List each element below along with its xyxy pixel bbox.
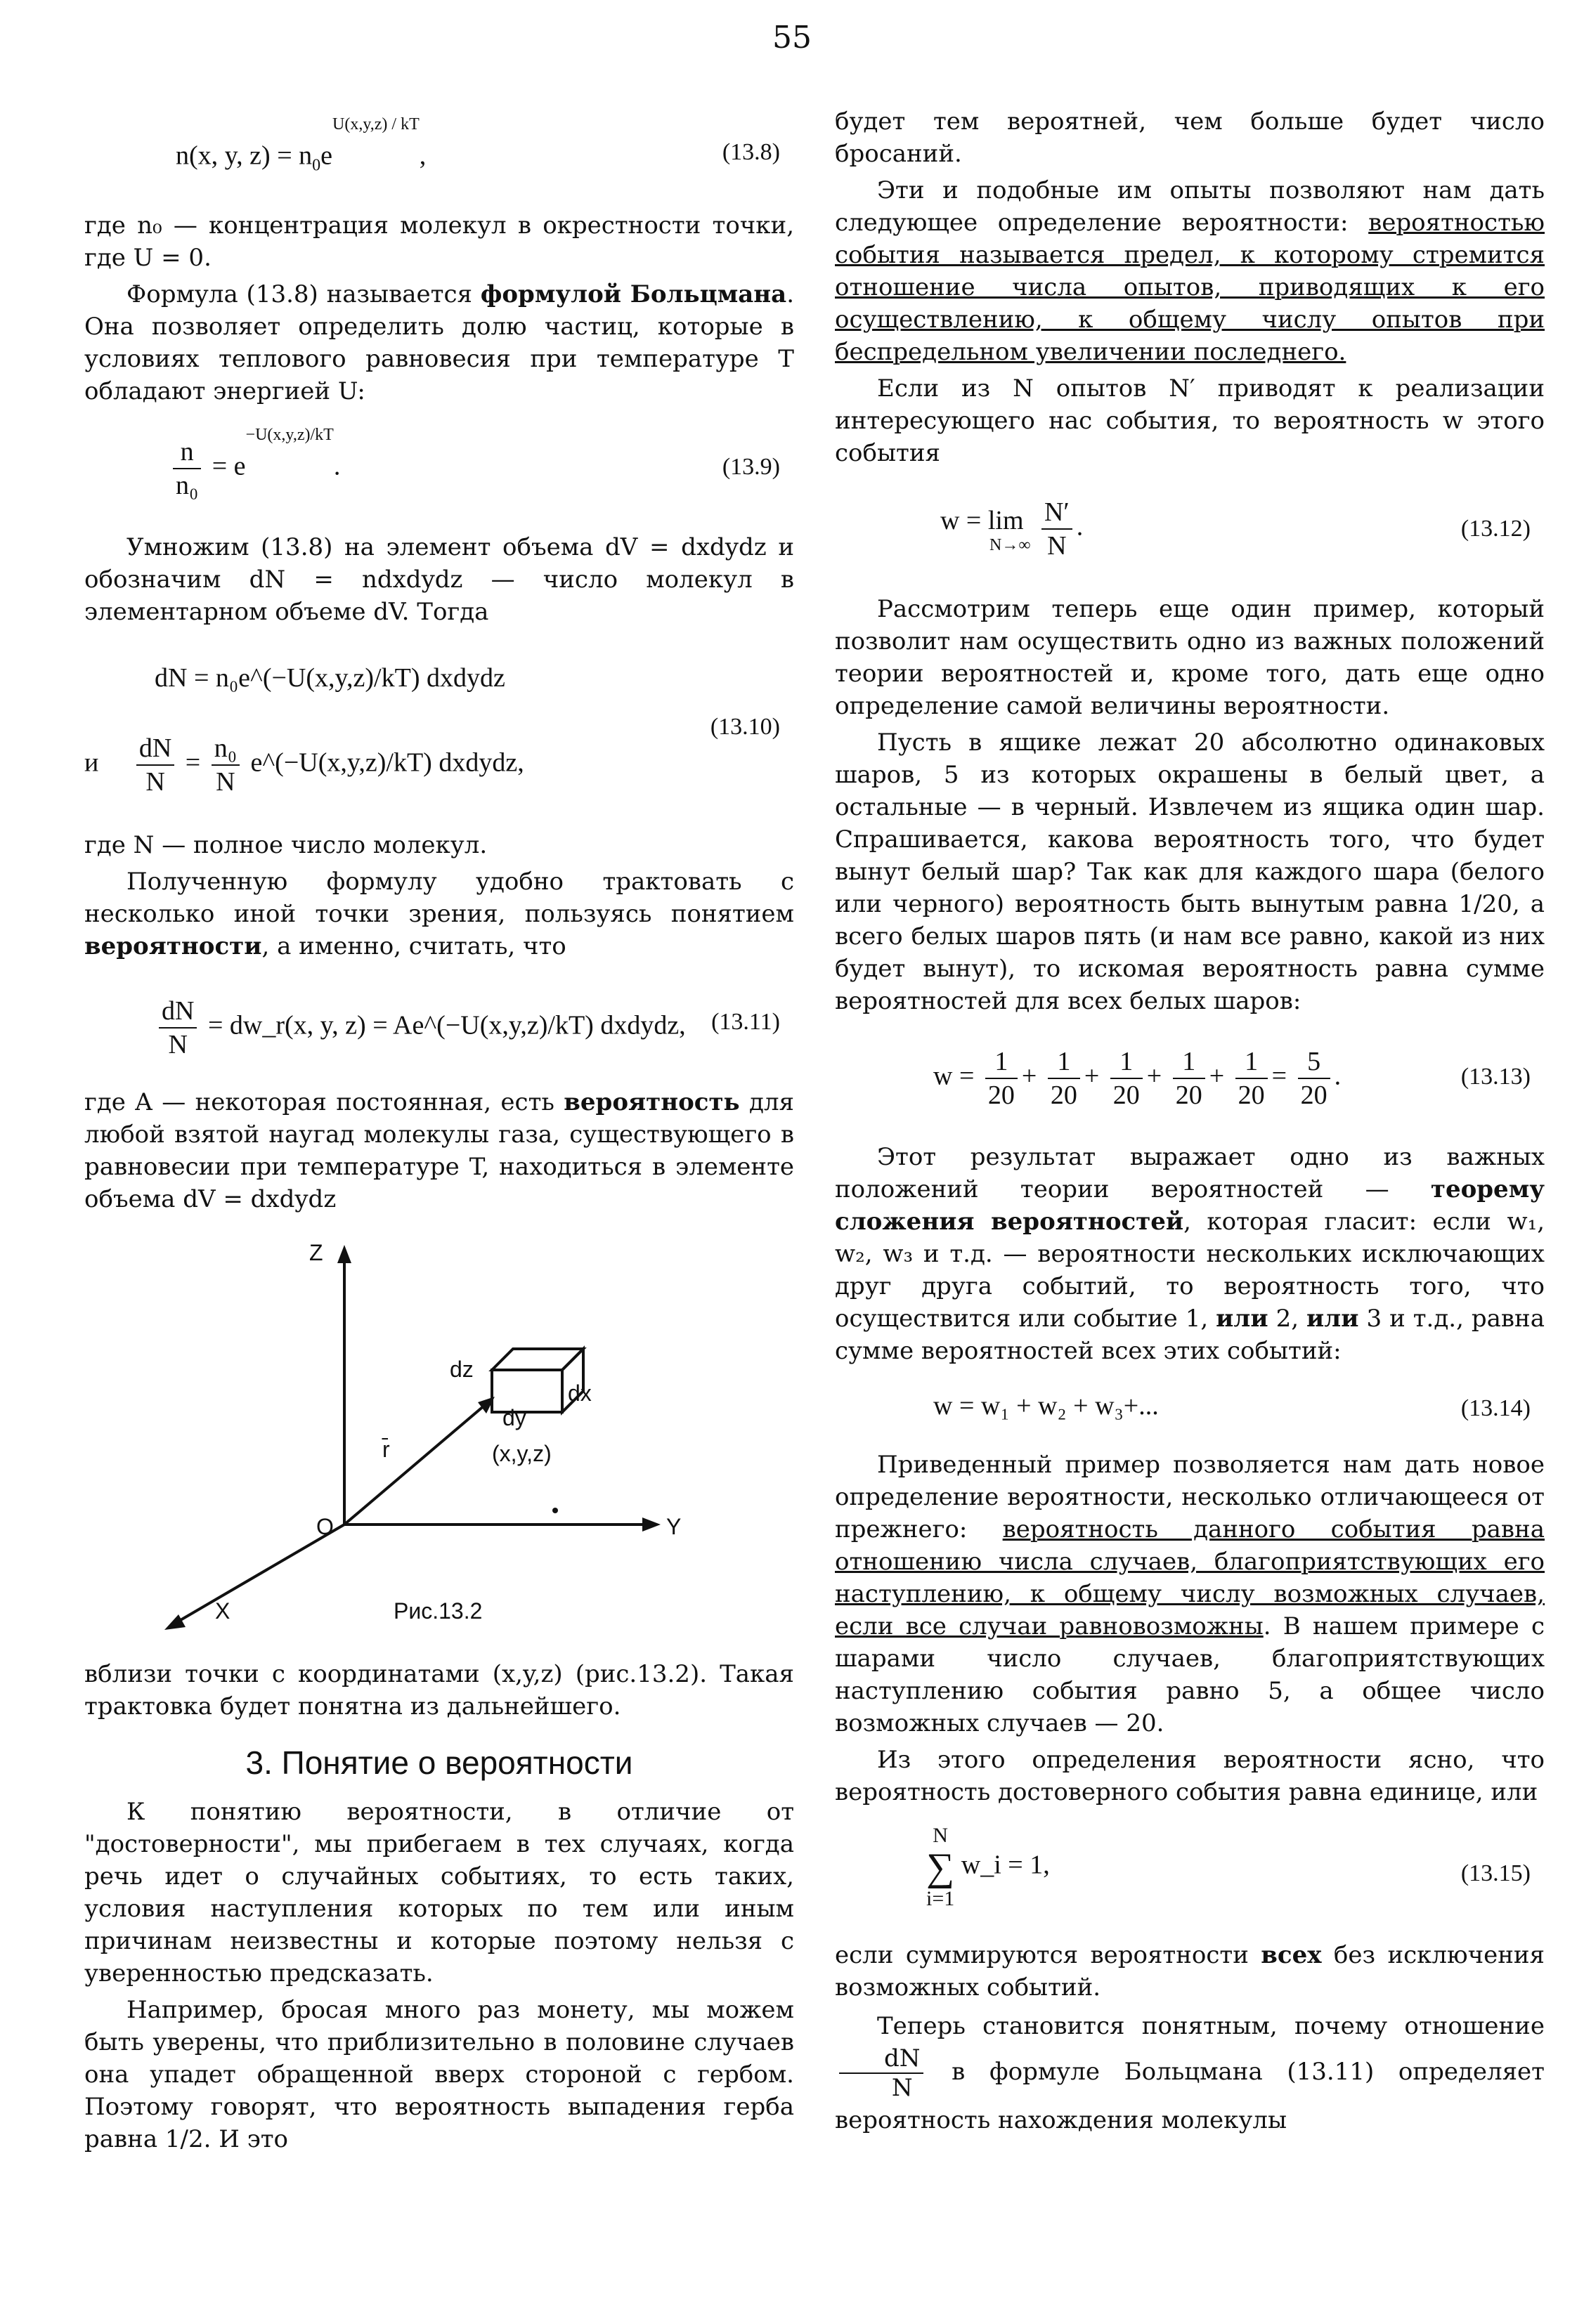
paragraph: Из этого определения вероятности ясно, что вероятность достоверного события равна единице, или — [835, 1746, 1545, 1806]
eq-13-11-number: (13.11) — [711, 1009, 780, 1035]
figure-caption: Рис.13.2 — [394, 1598, 483, 1624]
axis-label-x: X — [215, 1598, 231, 1624]
paragraph: Формула (13.8) называется формулой Больцмана. Она позволяет определить долю частиц, которые в условиях теплового равновесия при температуре T обладают энергией U: — [84, 280, 794, 405]
eq-13-8-number: (13.8) — [722, 139, 780, 165]
right-column — [835, 105, 1545, 2143]
paragraph: вблизи точки с координатами (x,y,z) (рис.13.2). Такая трактовка будет понятна из дальнейшего. — [84, 1660, 794, 1721]
section-heading: 3. Понятие о вероятности — [245, 1744, 633, 1781]
eq-13-9-fraction: $\frac{n}{\text{n₀}}$ — [173, 436, 201, 502]
radius-vector-label: r̄ — [382, 1437, 390, 1462]
paragraph: Теперь становится понятным, почему отношение $\frac{dN}{N}$ в формуле Больцмана (13.11) определяет вероятность нахождения молекулы — [835, 2012, 1545, 2134]
paragraph: где A — некоторая постоянная, есть вероятность для любой взятой наугад молекулы газа, существующего в равновесии при температуре T, находиться в элементе объема dV = dxdydz — [84, 1088, 794, 1213]
eq-13-14-number: (13.14) — [1460, 1395, 1531, 1421]
coordinate-axes-diagram — [84, 1229, 794, 1651]
eq-13-8-lhs: n(x, y, z) = n — [176, 141, 313, 171]
eq-13-13-number: (13.13) — [1460, 1064, 1531, 1090]
dy-label: dy — [502, 1405, 526, 1430]
equation-13-9: $\frac{n}{\text{n₀}}$ = $e^{-U(x,y,z)/kT}$. (13.9) — [84, 420, 794, 518]
paragraph: Рассмотрим теперь еще один пример, который позволит нам осуществить одно из важных положений теории вероятностей и, кроме того, дать еще одно определение самой величины вероятности. — [835, 595, 1545, 720]
eq-13-10-line-2: и $\frac{dN}{N}$ = $\frac{\text{n₀}}{N}$ e^(−U(x,y,z)/kT) dxdydz, — [84, 733, 524, 797]
paragraph: если суммируются вероятности всех без исключения возможных событий. — [835, 1941, 1545, 2002]
eq-13-8-exponent: U(x,y,z) / kT — [332, 115, 420, 133]
equation-13-14: w = w₁ + w₂ + w₃+... (13.14) — [835, 1380, 1545, 1436]
paragraph: Если из N опытов N′ приводят к реализации интересующего нас события, то вероятность w этого события — [835, 374, 1545, 467]
page-number: 55 — [772, 20, 812, 56]
paragraph: Приведенный пример позволяется нам дать новое определение вероятности, несколько отличающееся от прежнего: вероятность данного события равна отношению числа случаев, благоприятствующих его наступлению, к общему числу возможных случаев, если все случаи равновозможны. В нашем примере с шарами число случаев, благоприятствующих наступлению события равно 5, а общее число возможных случаев — 20. — [835, 1451, 1545, 1737]
paragraph: Пусть в ящике лежат 20 абсолютно одинаковых шаров, 5 из которых окрашены в белый цвет, а остальные — в черный. Извлечем из ящика один шар. Спрашивается, какова вероятность того, что будет вынут белый шар? Так как для каждого шара (белого или черного) вероятность быть вынутым равна 1/20, а всего белых шаров пять (и нам все равно, какой из них будет вынут), то искомая вероятность равна сумме вероятностей для всех белых шаров: — [835, 729, 1545, 1015]
axis-label-y: Y — [666, 1514, 682, 1539]
equation-13-15: N ∑ i=1 w_i = 1, (13.15) — [926, 1824, 1531, 1910]
point-label: (x,y,z) — [492, 1441, 552, 1466]
equation-13-11: $\frac{dN}{N}$ = dw_r(x, y, z) = Ae^(−U(x,y,z)/kT) dxdydz, (13.11) — [84, 975, 794, 1073]
definition-underlined: вероятностью события называется предел, к которому стремится отношение числа опытов, приводящих к его осуществлению, к общему числу опытов при беспредельном увеличении последнего. — [835, 209, 1545, 366]
dx-label: dx — [568, 1380, 592, 1406]
paragraph: Этот результат выражает одно из важных положений теории вероятностей — теорему сложения вероятностей, которая гласит: если w₁, w₂, w₃ и т.д. — вероятности нескольких исключающих друг друга событий, то вероятность того, что осуществится или событие 1, или 2, или 3 и т.д., равна сумме вероятностей всех этих событий: — [835, 1143, 1545, 1365]
term-probability: вероятность — [564, 1088, 740, 1116]
definition-underlined: вероятность данного события равна отношению числа случаев, благоприятствующих его наступлению, к общему числу возможных случаев, если все случаи равновозможны — [835, 1515, 1545, 1640]
left-column — [84, 105, 794, 2160]
paragraph: где n₀ — концентрация молекул в окрестности точки, где U = 0. — [84, 211, 794, 272]
paragraph: К понятию вероятности, в отличие от "достоверности", мы прибегаем в тех случаях, когда речь идет о случайных событиях, то есть таких, условия наступления которых по тем или иным причинам неизвестны и которые поэтому нельзя с уверенностью предсказать. — [84, 1798, 794, 1987]
paragraph: Умножим (13.8) на элемент объема dV = dxdydz и обозначим dN = ndxdydz — число молекул в элементарном объеме dV. Тогда — [84, 533, 794, 626]
equation-13-13: w = $\frac{1}{20}$ + $\frac{1}{20}$ + $\frac{1}{20}$ + $\frac{1}{20}$ + $\frac{1}{20}$ = $\frac{5}{20}$ . (13.13) — [933, 1047, 1531, 1110]
equation-13-8: n(x, y, $z) = n_0e^{U(x,y,z) / kT}$, (13.8) — [176, 115, 780, 175]
paragraph: Эти и подобные им опыты позволяют нам дать следующее определение вероятности: вероятностью события называется предел, к которому стремится отношение числа опытов, приводящих к его осуществлению, к общему числу опытов при беспредельном увеличении последнего. — [835, 176, 1545, 366]
axis-label-z: Z — [309, 1240, 323, 1265]
paragraph: будет тем вероятней, чем больше будет число бросаний. — [835, 107, 1545, 168]
eq-13-9-number: (13.9) — [722, 454, 780, 480]
equation-13-12: w = lim N→∞ $\frac{N'}{N}$ . (13.12) — [940, 497, 1531, 561]
dz-label: dz — [450, 1357, 474, 1382]
equation-13-10 — [84, 641, 794, 816]
eq-13-12-number: (13.12) — [1460, 516, 1531, 542]
term-addition-theorem: теорему сложения вероятностей — [835, 1175, 1545, 1236]
term-probability: вероятности — [84, 932, 262, 960]
origin-label: O — [316, 1514, 334, 1539]
paragraph: Например, бросая много раз монету, мы можем быть уверены, что приблизительно в половине случаев она упадет обращенной вверх стороной с гербом. Поэтому говорят, что вероятность выпадения герба равна 1/2. И это — [84, 1996, 794, 2153]
eq-13-15-number: (13.15) — [1460, 1860, 1531, 1886]
paragraph: где N — полное число молекул. — [84, 831, 488, 859]
figure-13-2 — [84, 1229, 794, 1651]
term-boltzmann-formula: формулой Больцмана — [480, 280, 787, 308]
paragraph: Полученную формулу удобно трактовать с несколько иной точки зрения, пользуясь понятием вероятности, а именно, считать, что — [84, 868, 794, 960]
eq-13-10-line-1: dN = n₀e^(−U(x,y,z)/kT) dxdydz — [155, 663, 505, 693]
eq-13-10-number: (13.10) — [710, 714, 780, 740]
